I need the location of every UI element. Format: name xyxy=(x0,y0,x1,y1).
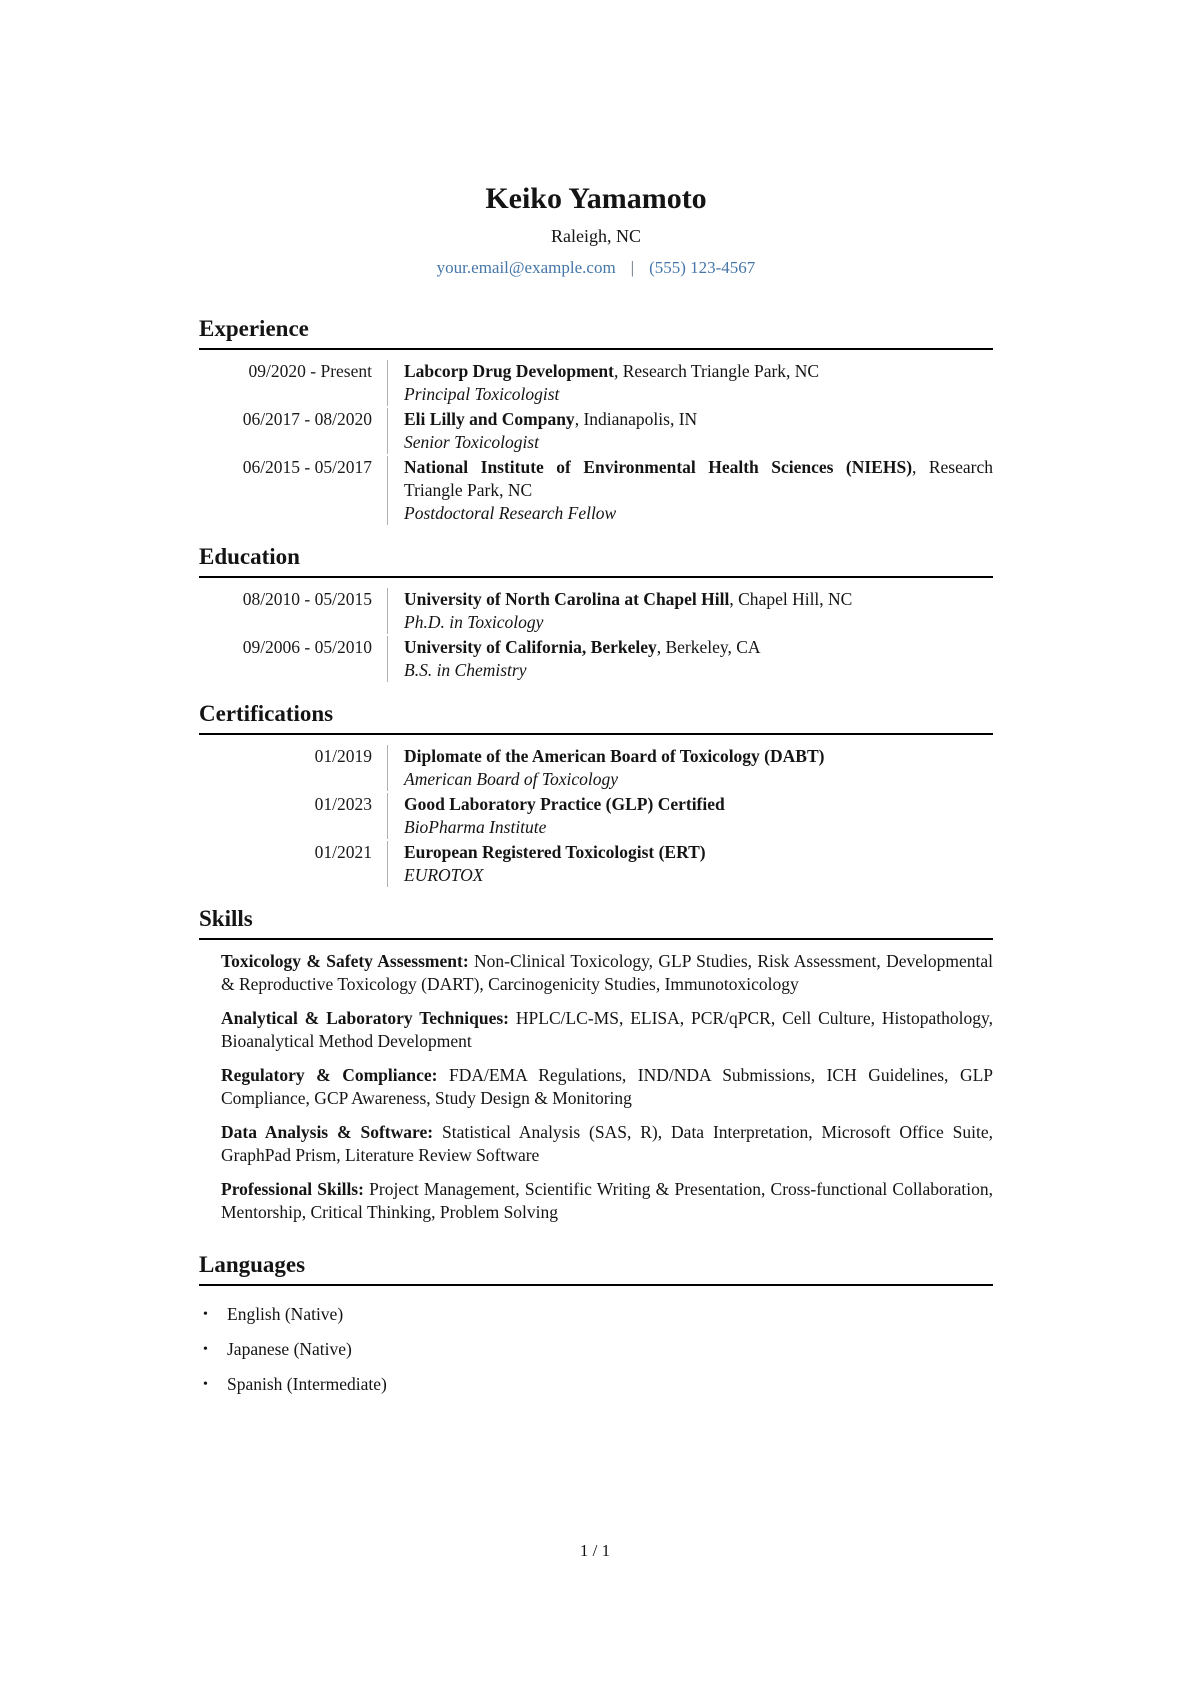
email-link[interactable]: your.email@example.com xyxy=(436,258,616,277)
language-item xyxy=(199,1338,993,1361)
section-experience xyxy=(199,314,993,525)
skill-category-label: Toxicology & Safety Assessment: xyxy=(221,951,469,971)
experience-heading: Experience xyxy=(199,314,993,350)
education-heading: Education xyxy=(199,542,993,578)
language-item xyxy=(199,1303,993,1326)
page-number: 1 / 1 xyxy=(579,1541,611,1560)
entry-org-location: , Research Triangle Park, NC xyxy=(404,457,993,500)
entry-body xyxy=(387,745,993,791)
certification-entry xyxy=(199,745,993,791)
entry-date: 01/2019 xyxy=(314,746,372,766)
section-languages xyxy=(199,1250,993,1396)
education-entry xyxy=(199,636,993,682)
skill-category-text: Non-Clinical Toxicology, GLP Studies, Risk Assessment, Developmental & Reproductive Toxicology (DART), Carcinogenicity Studies, Immunotoxicology xyxy=(221,951,993,994)
certification-name: Diplomate of the American Board of Toxicology (DABT) xyxy=(404,746,825,766)
entry-degree: Ph.D. in Toxicology xyxy=(404,612,544,632)
experience-entry xyxy=(199,408,993,454)
entry-title xyxy=(404,636,993,659)
skill-category-label: Professional Skills: xyxy=(221,1179,364,1199)
section-certifications xyxy=(199,699,993,887)
entry-org: University of California, Berkeley xyxy=(404,637,657,657)
contact-separator: | xyxy=(630,258,635,277)
experience-entry xyxy=(199,456,993,525)
skill-category-text: Statistical Analysis (SAS, R), Data Interpretation, Microsoft Office Suite, GraphPad Prism, Literature Review Software xyxy=(221,1122,994,1165)
experience-entries xyxy=(199,360,993,525)
entry-title xyxy=(404,745,993,768)
education-entry xyxy=(199,588,993,634)
skill-category-label: Analytical & Laboratory Techniques: xyxy=(221,1008,510,1028)
entry-body xyxy=(387,588,993,634)
skill-category-label: Regulatory & Compliance: xyxy=(221,1065,438,1085)
entry-body xyxy=(387,636,993,682)
entry-title xyxy=(404,360,993,383)
entry-title xyxy=(404,456,993,502)
bullet-icon: • xyxy=(203,1307,208,1322)
entry-org-location: , Indianapolis, IN xyxy=(574,409,698,429)
language-label: English (Native) xyxy=(227,1304,344,1324)
skill-category xyxy=(199,1064,993,1110)
entry-org-location: , Research Triangle Park, NC xyxy=(613,361,820,381)
person-name: Keiko Yamamoto xyxy=(485,182,707,215)
language-label: Japanese (Native) xyxy=(227,1339,352,1359)
entry-org-location: , Chapel Hill, NC xyxy=(729,589,853,609)
skill-category-label: Data Analysis & Software: xyxy=(221,1122,434,1142)
entry-org: Labcorp Drug Development xyxy=(404,361,614,381)
entry-body xyxy=(387,456,993,525)
entry-degree: B.S. in Chemistry xyxy=(404,660,527,680)
skill-category-text: HPLC/LC-MS, ELISA, PCR/qPCR, Cell Culture, Histopathology, Bioanalytical Method Development xyxy=(221,1008,993,1051)
entry-body xyxy=(387,841,993,887)
skill-category xyxy=(199,950,993,996)
entry-title xyxy=(404,841,993,864)
certification-issuer: BioPharma Institute xyxy=(404,817,547,837)
skill-category-text: Project Management, Scientific Writing & Presentation, Cross-functional Collaboration, Mentorship, Critical Thinking, Problem Solving xyxy=(221,1179,994,1222)
entry-title xyxy=(404,408,993,431)
skills-list xyxy=(199,950,993,1224)
entry-body xyxy=(387,408,993,454)
section-education xyxy=(199,542,993,682)
entry-org: Eli Lilly and Company xyxy=(404,409,575,429)
skill-category-text: FDA/EMA Regulations, IND/NDA Submissions, ICH Guidelines, GLP Compliance, GCP Awareness, Study Design & Monitoring xyxy=(221,1065,993,1108)
entry-date: 09/2006 - 05/2010 xyxy=(242,637,372,657)
person-location: Raleigh, NC xyxy=(551,226,641,246)
entry-body xyxy=(387,360,993,406)
certification-issuer: American Board of Toxicology xyxy=(404,769,619,789)
entry-role: Senior Toxicologist xyxy=(404,432,539,452)
entry-date: 06/2015 - 05/2017 xyxy=(242,457,372,477)
skills-heading: Skills xyxy=(199,904,993,940)
entry-org: National Institute of Environmental Health Sciences (NIEHS) xyxy=(404,457,913,477)
certification-name: Good Laboratory Practice (GLP) Certified xyxy=(404,794,725,814)
entry-body xyxy=(387,793,993,839)
section-skills xyxy=(199,904,993,1224)
experience-entry xyxy=(199,360,993,406)
entry-date: 06/2017 - 08/2020 xyxy=(242,409,372,429)
entry-role: Principal Toxicologist xyxy=(404,384,560,404)
entry-date: 09/2020 - Present xyxy=(248,361,372,381)
language-item xyxy=(199,1373,993,1396)
entry-date: 01/2021 xyxy=(314,842,372,862)
entry-org: University of North Carolina at Chapel Hill xyxy=(404,589,730,609)
bullet-icon: • xyxy=(203,1342,208,1357)
entry-date: 01/2023 xyxy=(314,794,372,814)
phone-link[interactable]: (555) 123-4567 xyxy=(649,258,756,277)
bullet-icon: • xyxy=(203,1377,208,1392)
language-label: Spanish (Intermediate) xyxy=(227,1374,387,1394)
entry-org-location: , Berkeley, CA xyxy=(656,637,761,657)
entry-title xyxy=(404,588,993,611)
certification-name: European Registered Toxicologist (ERT) xyxy=(404,842,706,862)
skill-category xyxy=(199,1121,993,1167)
contact-line xyxy=(199,257,993,279)
skill-category xyxy=(199,1007,993,1053)
certification-entries xyxy=(199,745,993,887)
education-entries xyxy=(199,588,993,682)
entry-role: Postdoctoral Research Fellow xyxy=(404,503,617,523)
entry-title xyxy=(404,793,993,816)
certification-issuer: EUROTOX xyxy=(404,865,484,885)
languages-list xyxy=(199,1303,993,1396)
entry-date: 08/2010 - 05/2015 xyxy=(242,589,372,609)
certifications-heading: Certifications xyxy=(199,699,993,735)
certification-entry xyxy=(199,841,993,887)
certification-entry xyxy=(199,793,993,839)
skill-category xyxy=(199,1178,993,1224)
languages-heading: Languages xyxy=(199,1250,993,1286)
